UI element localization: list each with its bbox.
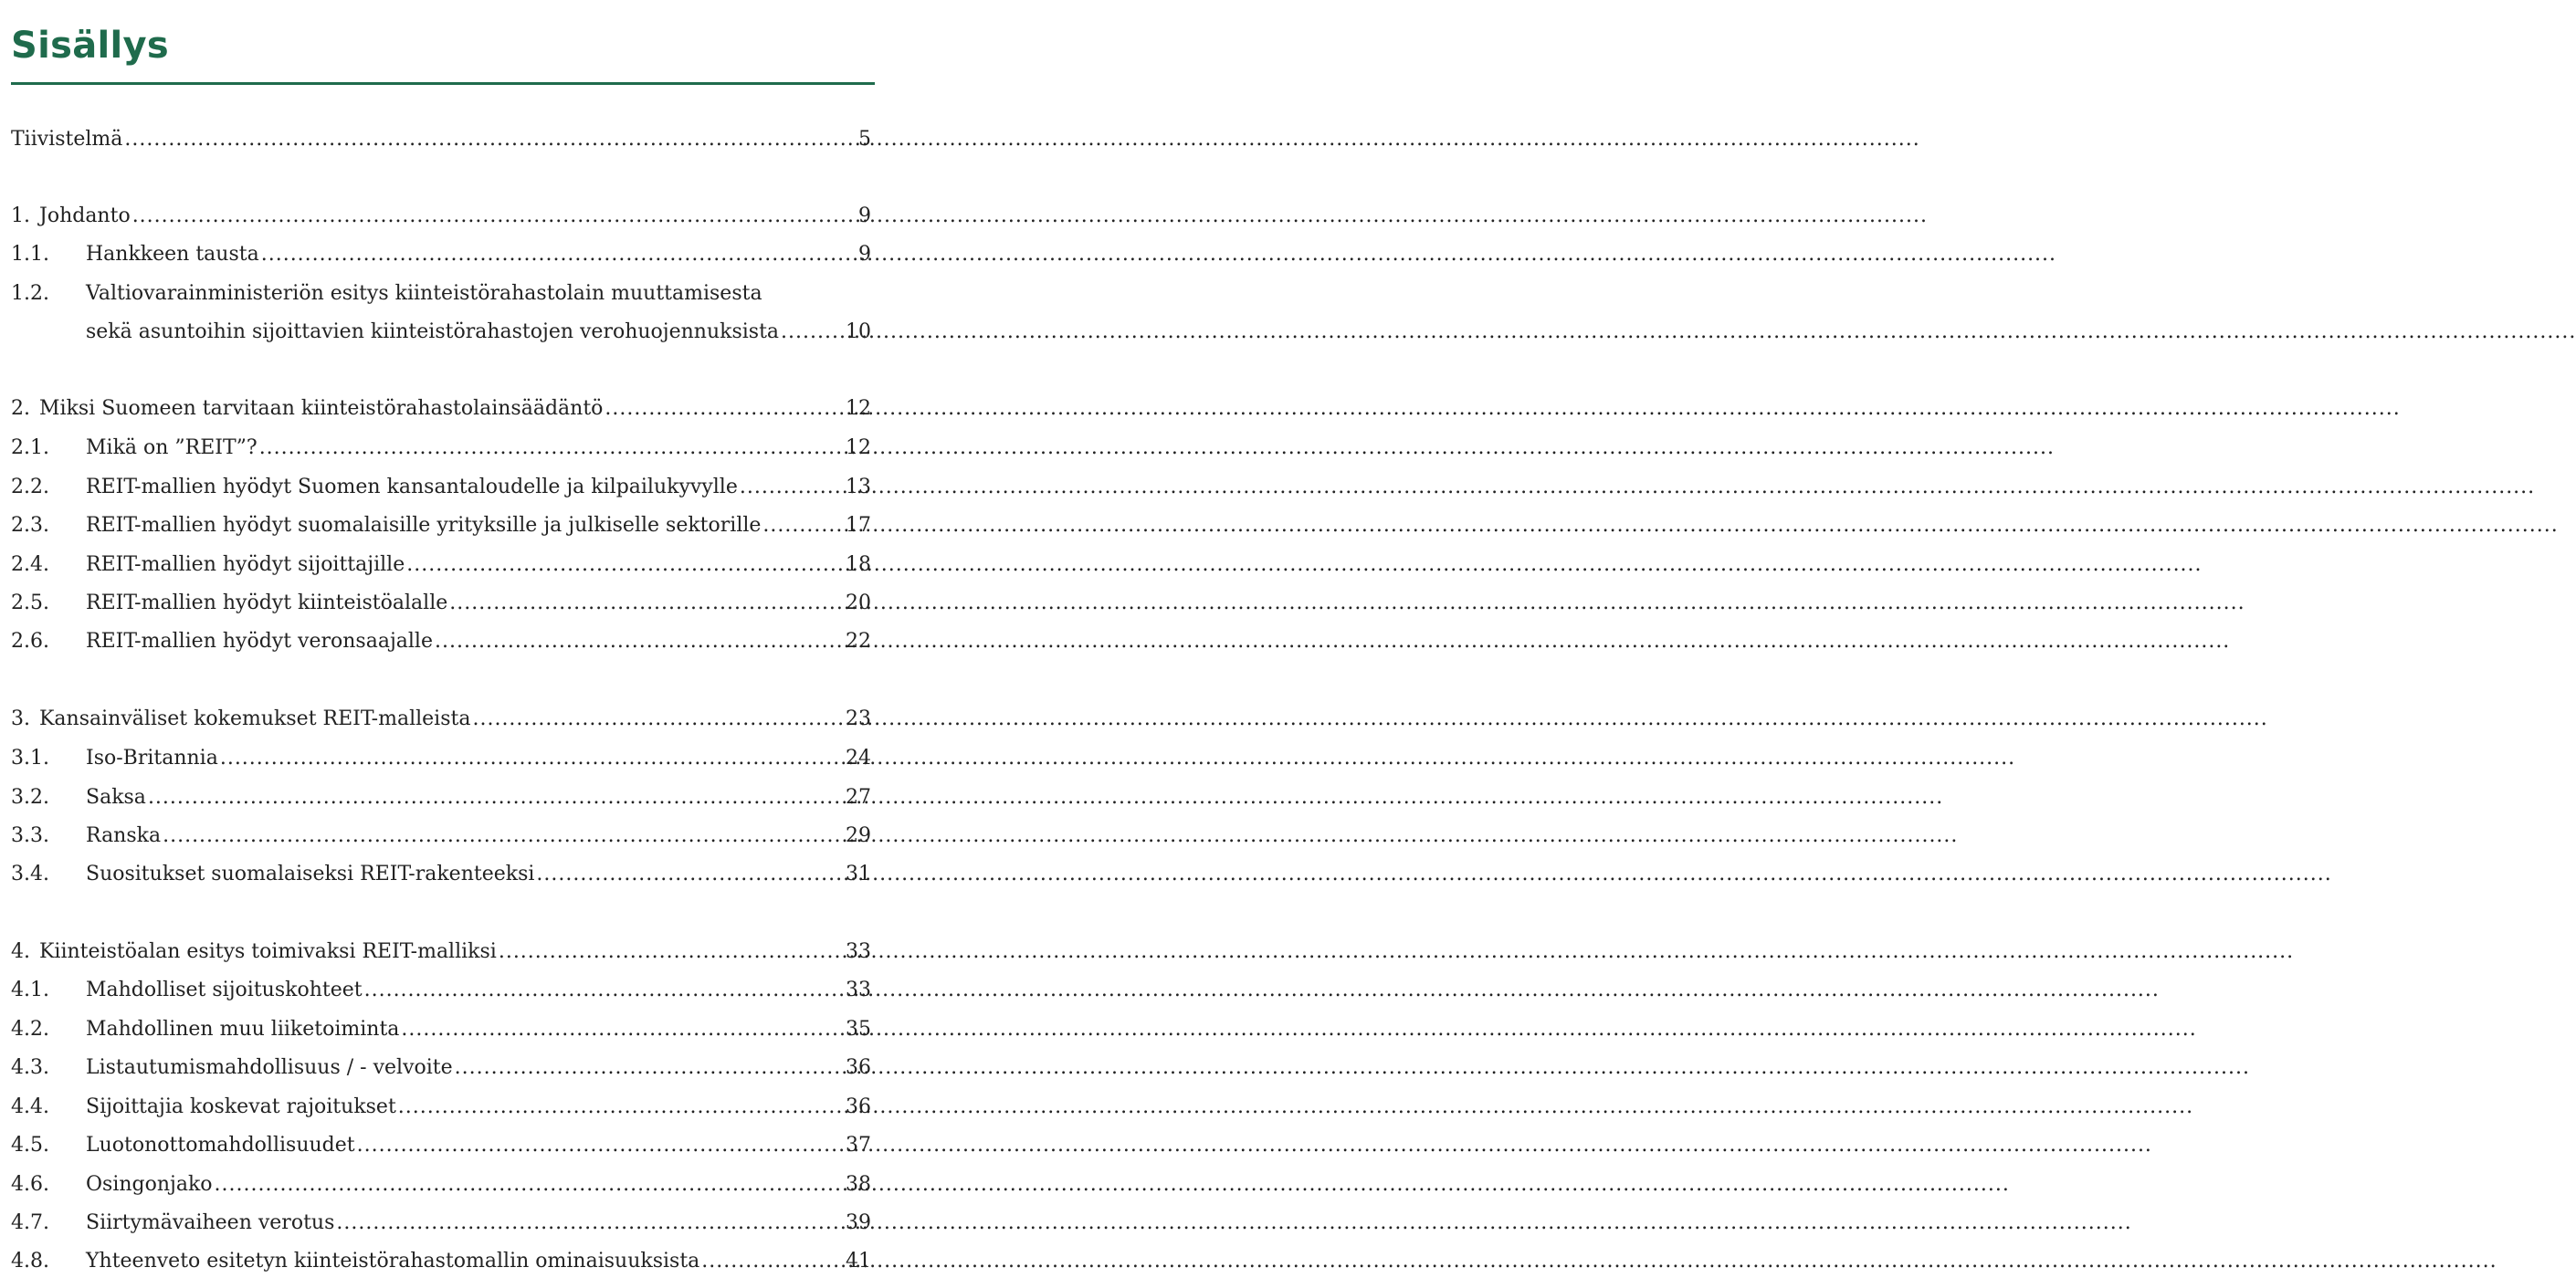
toc-number: 3.: [11, 707, 30, 730]
toc-number: 4.6.: [11, 1173, 49, 1196]
toc-page: 10: [846, 320, 871, 343]
toc-page: 22: [846, 630, 871, 653]
toc-entry-4-3[interactable]: [11, 1052, 871, 1084]
toc-entry-4-5[interactable]: [11, 1129, 871, 1162]
toc-entry-summary[interactable]: [11, 123, 871, 156]
toc-number: 2.6.: [11, 630, 49, 653]
dot-leader: [435, 625, 843, 658]
toc-title: Ranska: [86, 824, 162, 847]
toc-number: 2.3.: [11, 514, 49, 537]
dot-leader: [261, 238, 856, 271]
toc-title: Tiivistelmä: [11, 128, 123, 151]
toc-number: 4.7.: [11, 1211, 49, 1234]
toc-title: Mikä on ”REIT”?: [86, 436, 258, 459]
toc-number: 1.: [11, 204, 30, 227]
toc-entry-1-1[interactable]: [11, 238, 871, 271]
dot-leader: [449, 587, 843, 620]
toc-title: REIT-mallien hyödyt sijoittajille: [86, 553, 405, 576]
toc-entry-2[interactable]: [11, 393, 871, 425]
dot-leader: [472, 703, 843, 736]
toc-title: REIT-mallien hyödyt suomalaisille yrityksille ja julkiselle sektorille: [86, 514, 762, 537]
toc-entry-1[interactable]: [11, 200, 871, 233]
toc-number: 1.2.: [11, 282, 49, 305]
dot-leader: [401, 1013, 843, 1046]
toc-title: sekä asuntoihin sijoittavien kiinteistörahastojen verohuojennuksista: [86, 320, 780, 343]
toc-page: 36: [846, 1095, 871, 1118]
dot-leader: [406, 549, 843, 581]
dot-leader: [163, 820, 843, 853]
toc-title: Siirtymävaiheen verotus: [86, 1211, 335, 1234]
toc-entry-3-2[interactable]: [11, 781, 871, 814]
toc-entry-3-1[interactable]: [11, 742, 871, 775]
dot-leader: [701, 1245, 843, 1278]
toc-page: 41: [846, 1250, 871, 1273]
toc-page: 39: [846, 1211, 871, 1234]
toc-page: 31: [846, 863, 871, 885]
toc-entry-2-6[interactable]: [11, 625, 871, 658]
toc-entry-4[interactable]: [11, 936, 871, 969]
dot-leader: [259, 432, 843, 465]
toc-page: 18: [846, 553, 871, 576]
dot-leader: [781, 316, 843, 349]
toc-entry-2-5[interactable]: [11, 587, 871, 620]
toc-entry-4-1[interactable]: [11, 974, 871, 1007]
toc-entry-3-4[interactable]: [11, 858, 871, 891]
toc-page: 20: [846, 592, 871, 614]
dot-leader: [215, 1168, 843, 1201]
toc-title: Mahdolliset sijoituskohteet: [86, 979, 363, 1001]
toc-entry-4-7[interactable]: [11, 1207, 871, 1240]
toc-page: 17: [846, 514, 871, 537]
toc-page: 13: [846, 476, 871, 498]
toc-entry-1-2[interactable]: [11, 278, 871, 343]
toc-number: 2.1.: [11, 436, 49, 459]
page-title: Sisällys: [11, 25, 170, 67]
toc-number: 4.1.: [11, 979, 49, 1001]
toc-title: Suositukset suomalaiseksi REIT-rakenteeksi: [86, 863, 535, 885]
toc-page: 12: [846, 436, 871, 459]
toc-entry-4-8[interactable]: [11, 1245, 871, 1278]
toc-number: 2.5.: [11, 592, 49, 614]
dot-leader: [357, 1129, 843, 1162]
toc-title: Sijoittajia koskevat rajoitukset: [86, 1095, 396, 1118]
toc-title: Miksi Suomeen tarvitaan kiinteistörahastolainsäädäntö: [39, 397, 604, 420]
toc-entry-2-2[interactable]: [11, 471, 871, 504]
dot-leader: [499, 936, 843, 969]
toc-number: 2.2.: [11, 476, 49, 498]
toc-page: 5: [858, 128, 871, 151]
toc-title: Kiinteistöalan esitys toimivaksi REIT-malliksi: [39, 940, 497, 963]
toc-entry-2-3[interactable]: [11, 509, 871, 542]
dot-leader: [336, 1207, 843, 1240]
toc-number: 2.4.: [11, 553, 49, 576]
toc-page: 9: [858, 204, 871, 227]
toc-title: Osingonjako: [86, 1173, 213, 1196]
toc-title: REIT-mallien hyödyt veronsaajalle: [86, 630, 433, 653]
dot-leader: [536, 858, 843, 891]
toc-title-line1: Valtiovarainministeriön esitys kiinteistörahastolain muuttamisesta: [86, 282, 762, 305]
toc-number: 4.: [11, 940, 30, 963]
dot-leader: [605, 393, 843, 425]
dot-leader: [455, 1052, 843, 1084]
dot-leader: [124, 123, 856, 156]
dot-leader: [740, 471, 843, 504]
toc-title: Hankkeen tausta: [86, 243, 259, 266]
toc-number: 4.4.: [11, 1095, 49, 1118]
toc-entry-4-2[interactable]: [11, 1013, 871, 1046]
toc-title: Listautumismahdollisuus / - velvoite: [86, 1056, 453, 1079]
toc-entry-4-6[interactable]: [11, 1168, 871, 1201]
toc-number: 2.: [11, 397, 30, 420]
toc-title: Saksa: [86, 786, 146, 809]
dot-leader: [364, 974, 843, 1007]
toc-entry-4-4[interactable]: [11, 1091, 871, 1124]
toc-number: 3.3.: [11, 824, 49, 847]
toc-title: Mahdollinen muu liiketoiminta: [86, 1018, 400, 1041]
toc-number: 4.3.: [11, 1056, 49, 1079]
toc-entry-2-4[interactable]: [11, 549, 871, 581]
toc-page: 37: [846, 1134, 871, 1157]
toc-title: REIT-mallien hyödyt kiinteistöalalle: [86, 592, 448, 614]
dot-leader: [220, 742, 843, 775]
toc-title: REIT-mallien hyödyt Suomen kansantaloudelle ja kilpailukyvylle: [86, 476, 738, 498]
toc-page: 33: [846, 979, 871, 1001]
toc-page: 29: [846, 824, 871, 847]
toc-title: Johdanto: [39, 204, 131, 227]
toc-page: 35: [846, 1018, 871, 1041]
toc-title: Kansainväliset kokemukset REIT-malleista: [39, 707, 471, 730]
dot-leader: [398, 1091, 843, 1124]
dot-leader: [762, 509, 843, 542]
toc-number: 3.2.: [11, 786, 49, 809]
toc-entry-2-1[interactable]: [11, 432, 871, 465]
toc-title: Iso-Britannia: [86, 747, 218, 770]
title-rule: [11, 82, 875, 85]
toc-title: Yhteenveto esitetyn kiinteistörahastomallin ominaisuuksista: [86, 1250, 700, 1273]
toc-page: 38: [846, 1173, 871, 1196]
toc-page: 24: [846, 747, 871, 770]
toc-number: 1.1.: [11, 243, 49, 266]
toc-page: 33: [846, 940, 871, 963]
toc-number: 4.8.: [11, 1250, 49, 1273]
toc-number: 3.1.: [11, 747, 49, 770]
toc-page: 12: [846, 397, 871, 420]
toc-page: 27: [846, 786, 871, 809]
dot-leader: [148, 781, 843, 814]
toc-entry-3-3[interactable]: [11, 820, 871, 853]
toc-title: Luotonottomahdollisuudet: [86, 1134, 355, 1157]
toc-number: 4.5.: [11, 1134, 49, 1157]
dot-leader: [132, 200, 856, 233]
toc-entry-3[interactable]: [11, 703, 871, 736]
toc-page: 36: [846, 1056, 871, 1079]
toc-number: 3.4.: [11, 863, 49, 885]
toc-page: 23: [846, 707, 871, 730]
toc-page: 9: [858, 243, 871, 266]
toc-number: 4.2.: [11, 1018, 49, 1041]
